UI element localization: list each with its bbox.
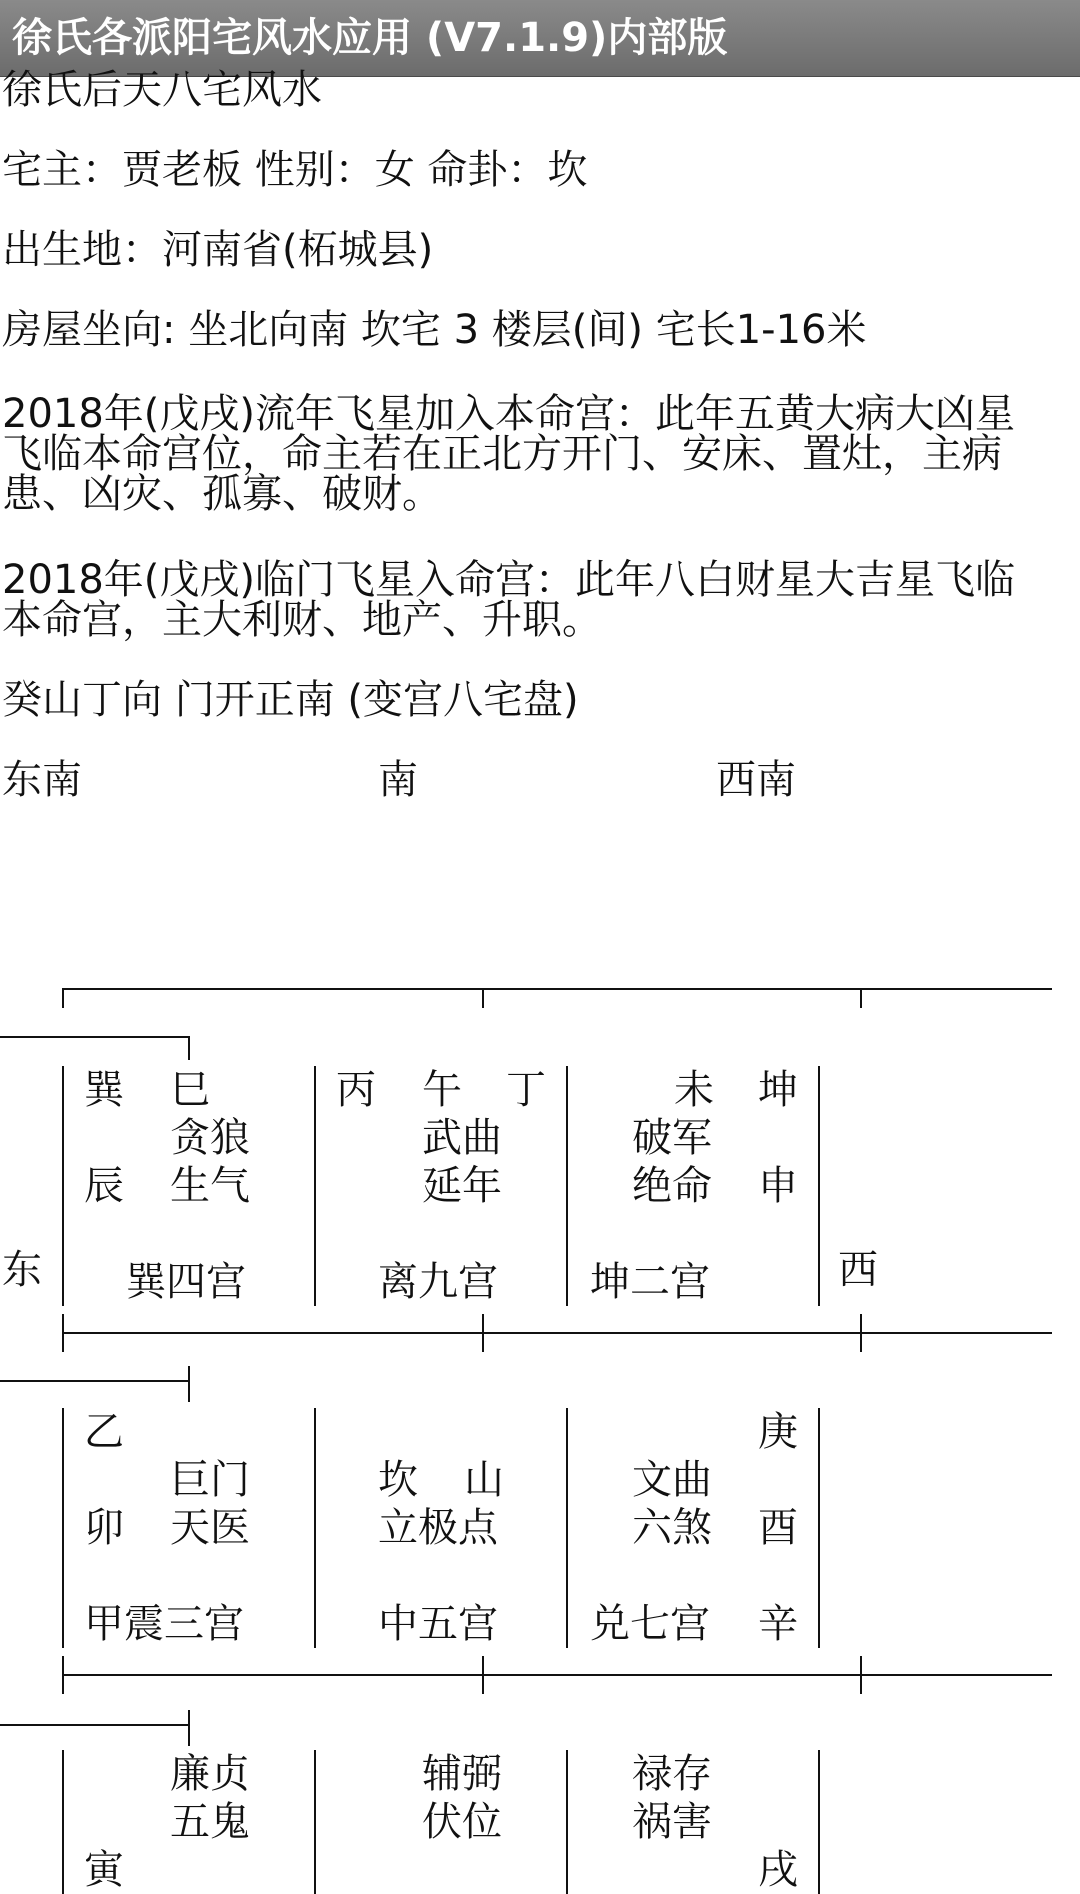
- star-name: 破军: [632, 1115, 712, 1161]
- owner-info: 宅主：贾老板 性别：女 命卦：坎: [2, 147, 588, 193]
- cell-text: 巳: [170, 1067, 210, 1113]
- direction-southwest: 西南: [716, 757, 796, 803]
- door-star-line-1: 2018年(戊戌)临门飞星入命宫：此年八白财星大吉星飞临: [2, 557, 1016, 603]
- school-name: 徐氏后天八宅风水: [2, 67, 322, 113]
- palace-name: 离九宫: [378, 1259, 498, 1305]
- star-name: 祸害: [632, 1799, 712, 1845]
- cell-text: 坤: [758, 1067, 798, 1113]
- star-name: 文曲: [632, 1457, 712, 1503]
- star-name: 辅弼: [422, 1751, 502, 1797]
- center-point: 立极点: [378, 1505, 498, 1551]
- door-star-line-2: 本命宫，主大利财、地产、升职。: [2, 597, 602, 643]
- star-name: 武曲: [422, 1115, 502, 1161]
- chart-title: 癸山丁向 门开正南 (变宫八宅盘): [2, 677, 579, 723]
- star-name: 六煞: [632, 1505, 712, 1551]
- cell-text: 坎: [378, 1457, 418, 1503]
- direction-west: 西: [838, 1247, 878, 1293]
- palace-name: 巽四宫: [126, 1259, 246, 1305]
- cell-text: 卯: [84, 1505, 124, 1551]
- cell-text: 申: [758, 1163, 798, 1209]
- cell-text: 庚: [758, 1409, 798, 1455]
- cell-text: 戌: [758, 1847, 798, 1893]
- palace-name: 兑七宫: [590, 1601, 710, 1647]
- palace-name: 中五宫: [378, 1601, 498, 1647]
- star-name: 生气: [170, 1163, 250, 1209]
- cell-text: 丙: [336, 1067, 376, 1113]
- cell-text: 未: [674, 1067, 714, 1113]
- yearly-star-line-3: 患、凶灾、孤寡、破财。: [2, 471, 442, 517]
- cell-text: 寅: [84, 1847, 124, 1893]
- palace-name: 甲震三宫: [84, 1601, 244, 1647]
- cell-text: 午: [422, 1067, 462, 1113]
- star-name: 巨门: [170, 1457, 250, 1503]
- star-name: 禄存: [632, 1751, 712, 1797]
- direction-southeast: 东南: [2, 757, 82, 803]
- cell-text: 乙: [84, 1409, 124, 1455]
- cell-text: 山: [464, 1457, 504, 1503]
- cell-text: 辛: [758, 1601, 798, 1647]
- cell-text: 丁: [506, 1067, 546, 1113]
- star-name: 廉贞: [170, 1751, 250, 1797]
- direction-south: 南: [378, 757, 418, 803]
- star-name: 伏位: [422, 1799, 502, 1845]
- star-name: 延年: [422, 1163, 502, 1209]
- cell-text: 辰: [84, 1163, 124, 1209]
- star-name: 绝命: [632, 1163, 712, 1209]
- app-title: 徐氏各派阳宅风水应用 (V7.1.9)内部版: [12, 15, 728, 61]
- star-name: 贪狼: [170, 1115, 250, 1161]
- palace-name: 坤二宫: [590, 1259, 710, 1305]
- star-name: 五鬼: [170, 1799, 250, 1845]
- yearly-star-line-2: 飞临本命宫位，命主若在正北方开门、安床、置灶，主病: [2, 431, 1002, 477]
- direction-east: 东: [2, 1247, 42, 1293]
- house-orientation: 房屋坐向: 坐北向南 坎宅 3 楼层(间) 宅长1-16米: [2, 307, 867, 353]
- cell-text: 巽: [84, 1067, 124, 1113]
- birthplace-info: 出生地：河南省(柘城县): [2, 227, 434, 273]
- cell-text: 酉: [758, 1505, 798, 1551]
- star-name: 天医: [170, 1505, 250, 1551]
- yearly-star-line-1: 2018年(戊戌)流年飞星加入本命宫：此年五黄大病大凶星: [2, 391, 1016, 437]
